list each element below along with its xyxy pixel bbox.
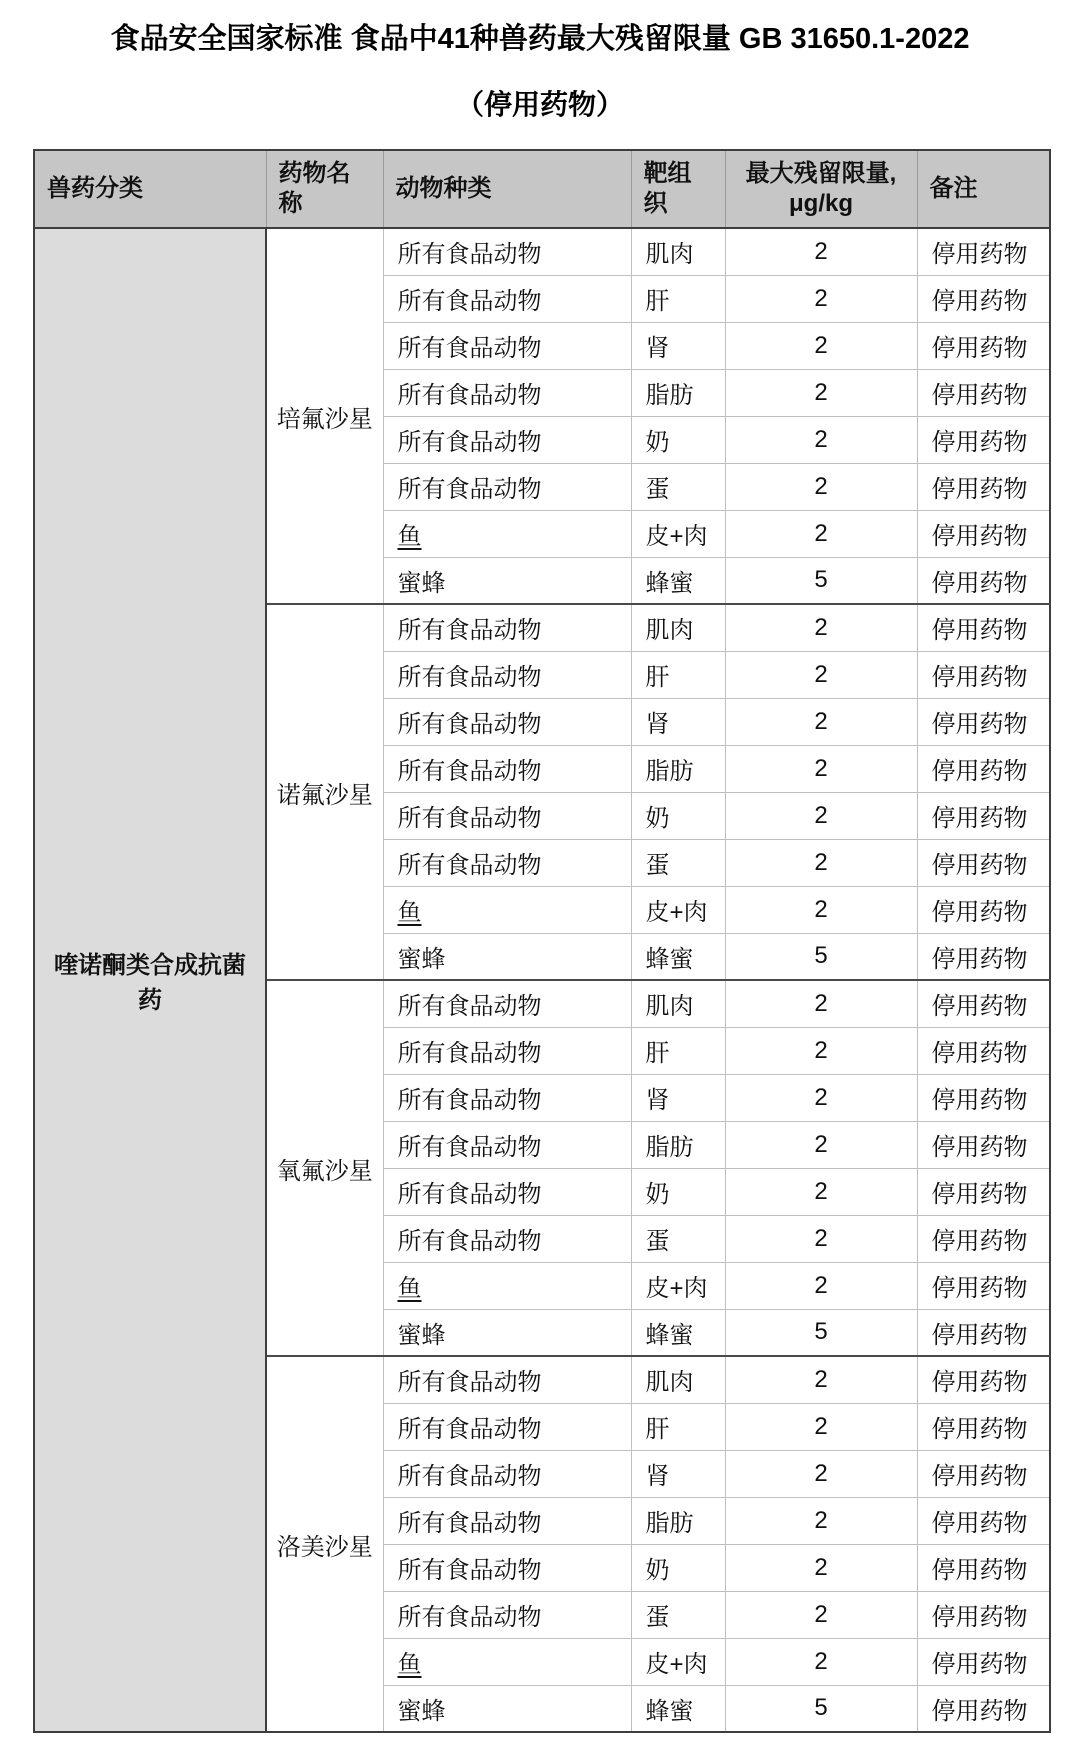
- tissue-cell: 脂肪: [631, 1121, 725, 1168]
- mrl-value-cell: 2: [725, 1544, 917, 1591]
- tissue-cell: 蛋: [631, 1591, 725, 1638]
- table-row: [34, 228, 1050, 275]
- remark-cell: 停用药物: [917, 510, 1050, 557]
- remark-cell: 停用药物: [917, 698, 1050, 745]
- remark-cell: 停用药物: [917, 745, 1050, 792]
- tissue-cell: 脂肪: [631, 1497, 725, 1544]
- mrl-value-cell: 2: [725, 792, 917, 839]
- drug-category-cell: 喹诺酮类合成抗菌药: [34, 228, 266, 1732]
- species-cell: 所有食品动物: [383, 1215, 631, 1262]
- remark-cell: 停用药物: [917, 1450, 1050, 1497]
- species-cell: 鱼: [383, 510, 631, 557]
- remark-cell: 停用药物: [917, 1168, 1050, 1215]
- species-cell: 所有食品动物: [383, 1450, 631, 1497]
- species-cell: 所有食品动物: [383, 463, 631, 510]
- mrl-value-cell: 2: [725, 228, 917, 275]
- remark-cell: 停用药物: [917, 1121, 1050, 1168]
- species-cell: 鱼: [383, 886, 631, 933]
- mrl-value-cell: 2: [725, 745, 917, 792]
- mrl-value-cell: 2: [725, 1638, 917, 1685]
- tissue-cell: 肝: [631, 1403, 725, 1450]
- header-mrl-line2: μg/kg: [788, 190, 854, 217]
- mrl-value-cell: 2: [725, 369, 917, 416]
- mrl-value-cell: 2: [725, 1262, 917, 1309]
- tissue-cell: 蜂蜜: [631, 1309, 725, 1356]
- mrl-value-cell: 2: [725, 322, 917, 369]
- mrl-value-cell: 5: [725, 933, 917, 980]
- species-cell: 所有食品动物: [383, 792, 631, 839]
- mrl-value-cell: 2: [725, 275, 917, 322]
- tissue-cell: 肌肉: [631, 980, 725, 1027]
- tissue-cell: 皮+肉: [631, 1262, 725, 1309]
- tissue-cell: 皮+肉: [631, 1638, 725, 1685]
- species-cell: 所有食品动物: [383, 839, 631, 886]
- header-category: 兽药分类: [34, 150, 266, 228]
- tissue-cell: 肝: [631, 1027, 725, 1074]
- tissue-cell: 奶: [631, 1168, 725, 1215]
- species-cell: 蜜蜂: [383, 1685, 631, 1732]
- remark-cell: 停用药物: [917, 651, 1050, 698]
- remark-cell: 停用药物: [917, 980, 1050, 1027]
- header-target-tissue: 靶组织: [631, 150, 725, 228]
- table-body: [34, 228, 1050, 1732]
- page-title: 食品安全国家标准 食品中41种兽药最大残留限量 GB 31650.1-2022: [110, 23, 970, 55]
- remark-cell: 停用药物: [917, 416, 1050, 463]
- mrl-value-cell: 2: [725, 980, 917, 1027]
- species-cell: 所有食品动物: [383, 980, 631, 1027]
- mrl-table: [33, 149, 1051, 1733]
- remark-cell: 停用药物: [917, 1685, 1050, 1732]
- mrl-value-cell: 2: [725, 839, 917, 886]
- tissue-cell: 蜂蜜: [631, 1685, 725, 1732]
- mrl-value-cell: 2: [725, 651, 917, 698]
- mrl-value-cell: 5: [725, 1309, 917, 1356]
- species-cell: 所有食品动物: [383, 228, 631, 275]
- species-cell: 所有食品动物: [383, 1591, 631, 1638]
- remark-cell: 停用药物: [917, 557, 1050, 604]
- remark-cell: 停用药物: [917, 792, 1050, 839]
- tissue-cell: 蛋: [631, 839, 725, 886]
- species-cell: 蜜蜂: [383, 933, 631, 980]
- mrl-value-cell: 2: [725, 604, 917, 651]
- remark-cell: 停用药物: [917, 1638, 1050, 1685]
- species-cell: 所有食品动物: [383, 1168, 631, 1215]
- tissue-cell: 脂肪: [631, 369, 725, 416]
- remark-cell: 停用药物: [917, 369, 1050, 416]
- mrl-value-cell: 2: [725, 510, 917, 557]
- tissue-cell: 肌肉: [631, 604, 725, 651]
- remark-cell: 停用药物: [917, 1591, 1050, 1638]
- remark-cell: 停用药物: [917, 886, 1050, 933]
- mrl-value-cell: 2: [725, 1450, 917, 1497]
- header-drug-name: 药物名称: [266, 150, 383, 228]
- mrl-value-cell: 2: [725, 1027, 917, 1074]
- mrl-value-cell: 2: [725, 698, 917, 745]
- remark-cell: 停用药物: [917, 604, 1050, 651]
- mrl-value-cell: 2: [725, 1168, 917, 1215]
- drug-name-cell: 洛美沙星: [266, 1356, 383, 1732]
- species-cell: 所有食品动物: [383, 416, 631, 463]
- header-animal-species: 动物种类: [383, 150, 631, 228]
- mrl-value-cell: 2: [725, 1121, 917, 1168]
- mrl-value-cell: 2: [725, 1356, 917, 1403]
- tissue-cell: 肝: [631, 275, 725, 322]
- mrl-value-cell: 5: [725, 557, 917, 604]
- tissue-cell: 蜂蜜: [631, 557, 725, 604]
- remark-cell: 停用药物: [917, 463, 1050, 510]
- species-cell: 所有食品动物: [383, 369, 631, 416]
- tissue-cell: 皮+肉: [631, 886, 725, 933]
- mrl-value-cell: 2: [725, 1403, 917, 1450]
- drug-name-cell: 诺氟沙星: [266, 604, 383, 980]
- species-cell: 所有食品动物: [383, 1497, 631, 1544]
- page-subtitle: （停用药物）: [455, 89, 624, 120]
- species-cell: 所有食品动物: [383, 322, 631, 369]
- remark-cell: 停用药物: [917, 1027, 1050, 1074]
- species-cell: 蜜蜂: [383, 1309, 631, 1356]
- species-cell: 所有食品动物: [383, 1121, 631, 1168]
- header-mrl: [725, 150, 917, 228]
- species-cell: 所有食品动物: [383, 604, 631, 651]
- tissue-cell: 肾: [631, 1074, 725, 1121]
- remark-cell: 停用药物: [917, 322, 1050, 369]
- tissue-cell: 肝: [631, 651, 725, 698]
- remark-cell: 停用药物: [917, 1309, 1050, 1356]
- tissue-cell: 脂肪: [631, 745, 725, 792]
- remark-cell: 停用药物: [917, 1497, 1050, 1544]
- species-cell: 所有食品动物: [383, 698, 631, 745]
- header-row: [34, 150, 1050, 228]
- mrl-value-cell: 5: [725, 1685, 917, 1732]
- remark-cell: 停用药物: [917, 1403, 1050, 1450]
- species-cell: 蜜蜂: [383, 557, 631, 604]
- species-cell: 所有食品动物: [383, 651, 631, 698]
- remark-cell: 停用药物: [917, 1544, 1050, 1591]
- species-cell: 所有食品动物: [383, 1403, 631, 1450]
- mrl-value-cell: 2: [725, 886, 917, 933]
- remark-cell: 停用药物: [917, 228, 1050, 275]
- mrl-value-cell: 2: [725, 463, 917, 510]
- tissue-cell: 蛋: [631, 463, 725, 510]
- tissue-cell: 皮+肉: [631, 510, 725, 557]
- remark-cell: 停用药物: [917, 1074, 1050, 1121]
- remark-cell: 停用药物: [917, 1356, 1050, 1403]
- species-cell: 鱼: [383, 1262, 631, 1309]
- species-cell: 所有食品动物: [383, 275, 631, 322]
- remark-cell: 停用药物: [917, 275, 1050, 322]
- mrl-value-cell: 2: [725, 416, 917, 463]
- drug-name-cell: 氧氟沙星: [266, 980, 383, 1356]
- remark-cell: 停用药物: [917, 1215, 1050, 1262]
- tissue-cell: 肌肉: [631, 1356, 725, 1403]
- mrl-value-cell: 2: [725, 1215, 917, 1262]
- species-cell: 所有食品动物: [383, 745, 631, 792]
- drug-name-cell: 培氟沙星: [266, 228, 383, 604]
- tissue-cell: 肌肉: [631, 228, 725, 275]
- species-cell: 所有食品动物: [383, 1356, 631, 1403]
- tissue-cell: 肾: [631, 698, 725, 745]
- tissue-cell: 肾: [631, 1450, 725, 1497]
- species-cell: 鱼: [383, 1638, 631, 1685]
- remark-cell: 停用药物: [917, 933, 1050, 980]
- header-mrl-line1: 最大残留限量,: [745, 160, 897, 187]
- tissue-cell: 奶: [631, 1544, 725, 1591]
- species-cell: 所有食品动物: [383, 1027, 631, 1074]
- mrl-value-cell: 2: [725, 1074, 917, 1121]
- header-remark: 备注: [917, 150, 1050, 228]
- tissue-cell: 奶: [631, 416, 725, 463]
- species-cell: 所有食品动物: [383, 1544, 631, 1591]
- species-cell: 所有食品动物: [383, 1074, 631, 1121]
- remark-cell: 停用药物: [917, 839, 1050, 886]
- tissue-cell: 肾: [631, 322, 725, 369]
- mrl-value-cell: 2: [725, 1591, 917, 1638]
- mrl-value-cell: 2: [725, 1497, 917, 1544]
- tissue-cell: 蜂蜜: [631, 933, 725, 980]
- tissue-cell: 蛋: [631, 1215, 725, 1262]
- tissue-cell: 奶: [631, 792, 725, 839]
- remark-cell: 停用药物: [917, 1262, 1050, 1309]
